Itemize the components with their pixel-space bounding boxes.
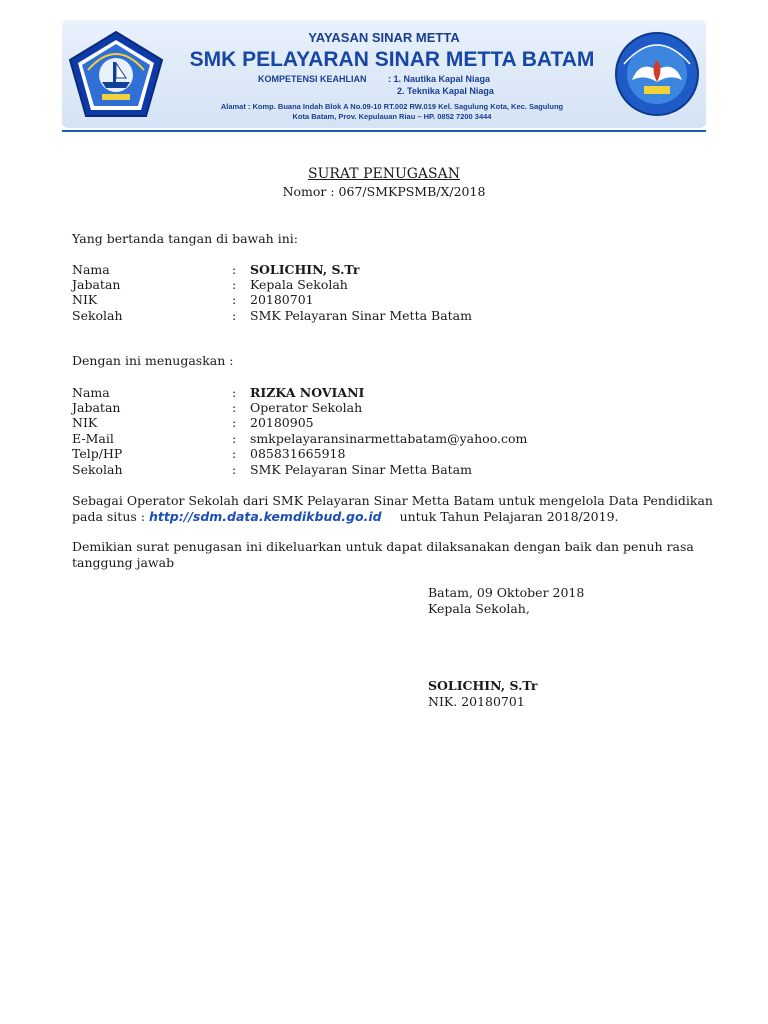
field-label: NIK (72, 415, 98, 430)
competency-item-1: 1. Nautika Kapal Niaga (393, 74, 491, 84)
field-value: 20180905 (250, 415, 314, 430)
field-label: E-Mail (72, 431, 114, 446)
field-label: Jabatan (72, 400, 121, 415)
assignee-row-email: E-Mail : smkpelayaransinarmettabatam@yahoo.com (72, 431, 528, 446)
field-value: SOLICHIN, S.Tr (250, 262, 360, 277)
foundation-name: YAYASAN SINAR METTA (308, 30, 460, 45)
address-line-2: Kota Batam, Prov. Kepulauan Riau – HP. 0852 7200 3444 (292, 112, 492, 121)
competency-item-2: 2. Teknika Kapal Niaga (397, 86, 494, 96)
signer-nik: NIK. 20180701 (428, 694, 525, 709)
field-label: Sekolah (72, 308, 123, 323)
body-paragraph-2 (72, 539, 714, 571)
body-paragraph-1-line-2 (72, 509, 714, 525)
field-value: Operator Sekolah (250, 400, 363, 415)
letter-number: Nomor : 067/SMKPSMB/X/2018 (282, 184, 486, 199)
address-line-1: Alamat : Komp. Buana Indah Blok A No.09-10 RT.002 RW.019 Kel. Sagulung Kota, Kec. Sagulung (220, 102, 564, 111)
signer-position: Kepala Sekolah, (428, 601, 530, 616)
site-suffix: untuk Tahun Pelajaran 2018/2019. (399, 509, 619, 524)
assignee-row-name: Nama : RIZKA NOVIANI (72, 385, 365, 400)
body-paragraph-1-line-1: Sebagai Operator Sekolah dari SMK Pelayaran Sinar Metta Batam untuk mengelola Data Pendidikan (72, 493, 713, 508)
field-label: Nama (72, 262, 110, 277)
field-value: 085831665918 (250, 446, 346, 461)
assignee-row-phone: Telp/HP : 085831665918 (72, 446, 346, 461)
field-value: SMK Pelayaran Sinar Metta Batam (250, 308, 472, 323)
site-prefix: pada situs : (72, 509, 145, 524)
field-label: Jabatan (72, 277, 121, 292)
assignee-row-nik: NIK : 20180905 (72, 415, 314, 430)
signer-row-nik: NIK : 20180701 (72, 292, 314, 307)
field-value: RIZKA NOVIANI (250, 385, 365, 400)
letter-title: SURAT PENUGASAN (308, 166, 460, 182)
letterhead (62, 20, 706, 133)
place-date: Batam, 09 Oktober 2018 (428, 585, 585, 600)
field-label: NIK (72, 292, 98, 307)
body-paragraph-2-line-2: tanggung jawab (72, 555, 175, 570)
assignee-row-school: Sekolah : SMK Pelayaran Sinar Metta Batam (72, 462, 472, 477)
signer-row-position: Jabatan : Kepala Sekolah (72, 277, 348, 292)
competency-label: KOMPETENSI KEAHLIAN (258, 74, 367, 84)
field-value: SMK Pelayaran Sinar Metta Batam (250, 462, 472, 477)
school-name: SMK PELAYARAN SINAR METTA BATAM (189, 48, 595, 71)
assignment-intro: Dengan ini menugaskan : (72, 353, 234, 368)
tut-wuri-handayani-logo (610, 30, 704, 118)
field-label: Telp/HP (72, 446, 123, 461)
competency-block: KOMPETENSI KEAHLIAN : 1. Nautika Kapal Niaga 2. Teknika Kapal Niaga (258, 74, 494, 96)
body-paragraph-1 (72, 493, 714, 525)
signer-row-name: Nama : SOLICHIN, S.Tr (72, 262, 360, 277)
intro-text: Yang bertanda tangan di bawah ini: (72, 231, 298, 246)
assignee-row-position: Jabatan : Operator Sekolah (72, 400, 363, 415)
school-address (172, 102, 612, 122)
letterhead-divider (62, 130, 706, 132)
body-paragraph-2-line-1: Demikian surat penugasan ini dikeluarkan untuk dapat dilaksanakan dengan baik dan penuh rasa (72, 539, 694, 554)
field-value: Kepala Sekolah (250, 277, 348, 292)
field-label: Nama (72, 385, 110, 400)
signer-name: SOLICHIN, S.Tr (428, 678, 538, 693)
field-value: smkpelayaransinarmettabatam@yahoo.com (250, 431, 528, 446)
site-link[interactable]: http://sdm.data.kemdikbud.go.id (148, 509, 382, 524)
signer-row-school: Sekolah : SMK Pelayaran Sinar Metta Batam (72, 308, 472, 323)
field-value: 20180701 (250, 292, 314, 307)
field-label: Sekolah (72, 462, 123, 477)
